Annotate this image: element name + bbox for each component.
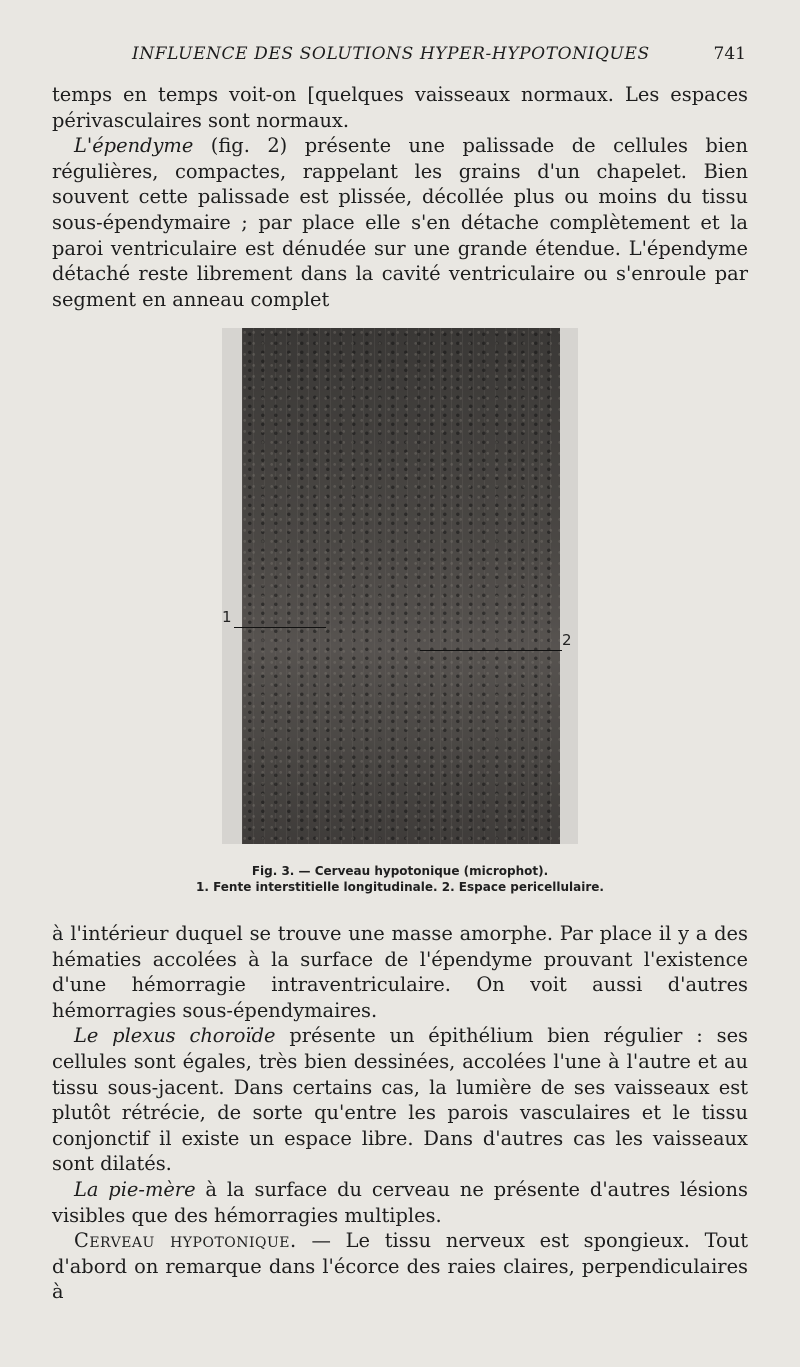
paragraph-cerveau — [52, 1228, 748, 1305]
paragraph-plexus-text: présente un épithélium bien régulier : ses cellules sont égales, très bien dessinées, accolées l'une à l'autre et au tissu sous-jacent. Dans certains cas, la lumière de ses vaisseaux est plutôt rétrécie, de sorte qu'entre les parois vasculaires et le tissu conjonctif il existe un espace libre. Dans d'autres cas les vaisseaux sont dilatés. — [52, 1024, 748, 1176]
paragraph-vaisseaux: temps en temps voit-on [quelques vaisseaux normaux. Les espaces périvasculaires sont normaux. — [52, 83, 748, 132]
running-title: INFLUENCE DES SOLUTIONS HYPER-HYPOTONIQUES — [132, 44, 650, 64]
body-text-top — [52, 82, 748, 312]
paragraph-plexus — [52, 1023, 748, 1177]
section-heading: Cerveau hypotonique. — [74, 1229, 297, 1253]
paragraph-ependyme-text: (fig. 2) présente une palissade de cellules bien régulières, compactes, rappelant les grains d'un chapelet. Bien souvent cette palissade est plissée, décollée plus ou moins du tissu sous-épendymaire ; par place elle s'en détache complètement et la paroi ventriculaire est dénudée sur une grande étendue. L'épendyme détaché reste librement dans la cavité ventriculaire ou s'enroule par segment en anneau complet — [52, 134, 748, 311]
marker-label-2: 2 — [562, 631, 572, 649]
marker-line-2 — [420, 650, 562, 651]
term-pie-mere: La pie-mère — [74, 1177, 196, 1201]
running-header — [52, 44, 752, 70]
term-ependyme: L'épendyme — [74, 134, 194, 158]
term-plexus: Le plexus choroïde — [74, 1024, 276, 1048]
paragraph-cerveau-text: — Le tissu nerveux est spongieux. Tout d'abord on remarque dans l'écorce des raies claires, perpendiculaires à — [52, 1229, 748, 1304]
marker-label-1: 1 — [222, 608, 232, 626]
figure-3 — [222, 328, 578, 844]
paragraph-pie-mere — [52, 1177, 748, 1228]
figure-caption-title: Fig. 3. — Cerveau hypotonique (microphot). — [251, 864, 549, 878]
paragraph-ependyme — [52, 133, 748, 312]
micrograph-image — [242, 328, 560, 844]
body-text-bottom — [52, 921, 748, 1305]
paragraph-hematies: à l'intérieur duquel se trouve une masse amorphe. Par place il y a des hématies accolées à la surface de l'épendyme prouvant l'existence d'une hémorragie intraventriculaire. On voit aussi d'autres hémorragies sous-épendymaires. — [52, 922, 748, 1022]
paragraph-pie-mere-text: à la surface du cerveau ne présente d'autres lésions visibles que des hémorragies multiples. — [52, 1177, 748, 1227]
marker-line-1 — [234, 627, 326, 628]
page-number: 741 — [713, 44, 746, 64]
figure-caption-legend: 1. Fente interstitielle longitudinale. 2. Espace pericellulaire. — [196, 880, 604, 894]
